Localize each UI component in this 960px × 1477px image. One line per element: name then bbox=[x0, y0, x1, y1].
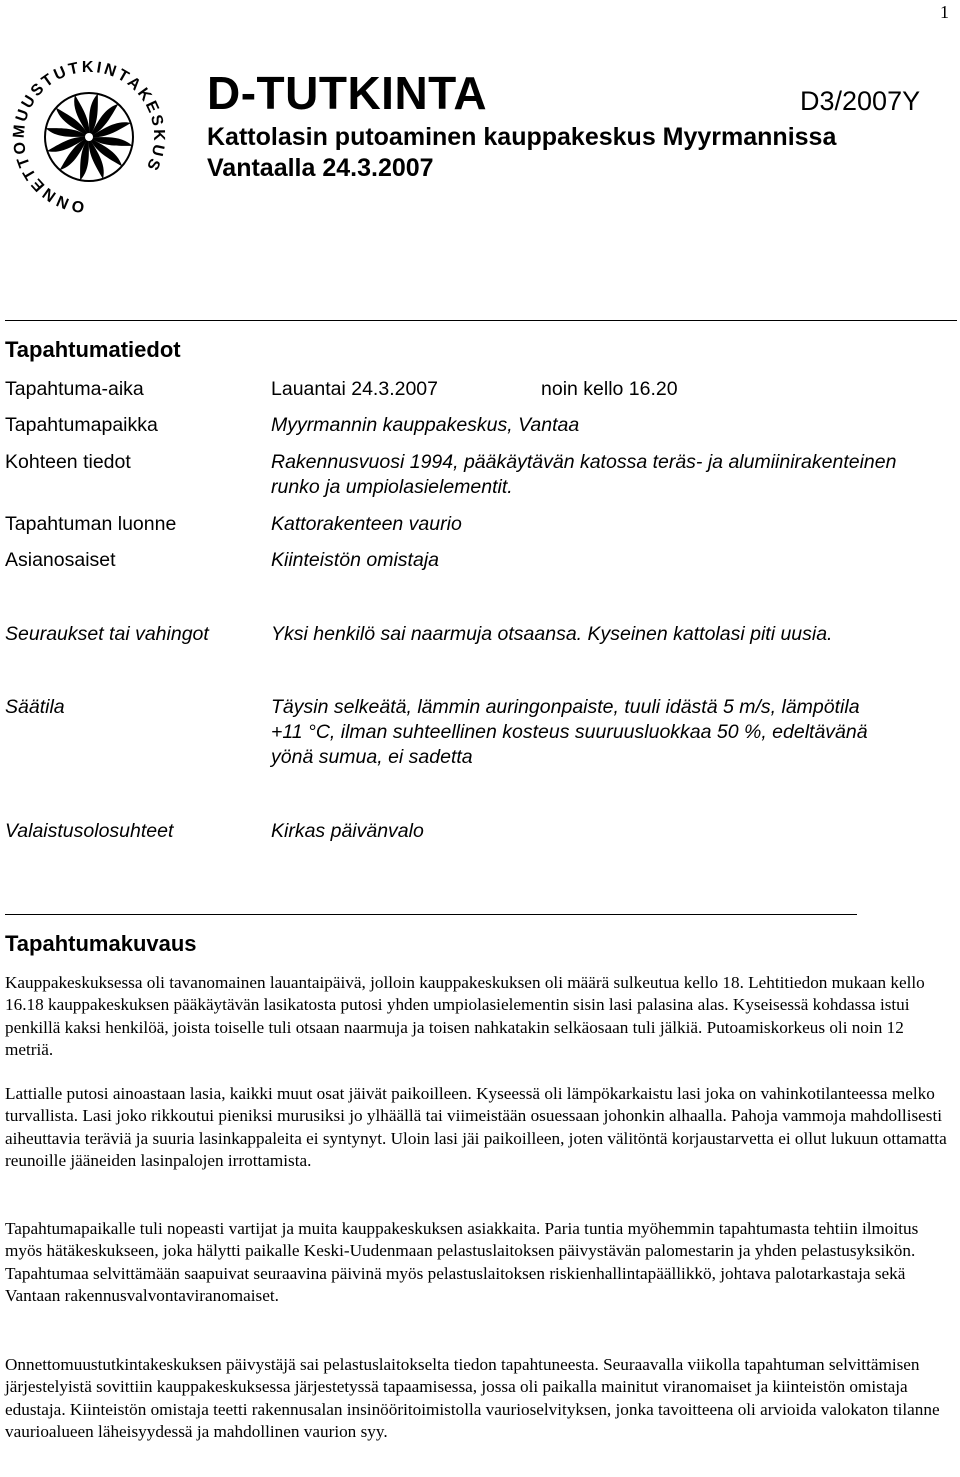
page-number: 1 bbox=[940, 2, 949, 22]
parties-label: Asianosaiset bbox=[5, 549, 116, 571]
target-value bbox=[271, 450, 960, 500]
subtitle-line: Kattolasin putoaminen kauppakeskus Myyrmannissa bbox=[207, 123, 837, 151]
description-paragraph: Tapahtumapaikalle tuli nopeasti vartijat ja muita kauppakeskuksen asiakkaita. Paria tuntia myöhemmin tapahtumasta tehtiin ilmoitus myös hätäkeskukseen, joka hälytti paikalle Keski-Uudenmaan pelastuslaitoksen päivystävän palomestarin ja yhden pelastusyksikön. Tapahtumaa selvittämään saapuivat seuraavina päivinä myös pelastuslaitoksen riskienhallintapäällikkö, johtava palotarkastaja sekä Vantaan rakennusvalvontaviranomaiset. bbox=[5, 1219, 919, 1306]
weather-label: Säätila bbox=[5, 696, 65, 718]
weather-value-line: yönä sumua, ei sadetta bbox=[271, 746, 473, 768]
time-label: Tapahtuma-aika bbox=[5, 378, 144, 400]
consequences-label: Seuraukset tai vahingot bbox=[5, 623, 209, 645]
nature-label: Tapahtuman luonne bbox=[5, 513, 177, 535]
place-label: Tapahtumapaikka bbox=[5, 414, 158, 436]
place-value: Myyrmannin kauppakeskus, Vantaa bbox=[271, 414, 580, 436]
description-paragraph: Lattialle putosi ainoastaan lasia, kaikki muut osat jäivät paikoilleen. Kyseessä oli lämpökarkaistu lasi joka on vahinkotilanteessa melko turvallista. Lasi joko rikkoutui pieniksi murusiksi jo ylhäällä tai viimeistään osuessaan johonkin alhaalla. Pahoja vammoja mahdollisesti aiheuttavia teräviä ja suuria lasinkappaleita ei syntynyt. Uloin lasi jäi paikoilleen, joten välitöntä korjaustarvetta ei ollut lukuun ottamatta reunoille jääneiden lasinpalojen irrottamista. bbox=[5, 1084, 947, 1171]
time-value: Lauantai 24.3.2007 bbox=[271, 378, 438, 400]
weather-value-line: +11 °C, ilman suhteellinen kosteus suuruusluokkaa 50 %, edeltävänä bbox=[271, 721, 868, 743]
nature-value: Kattorakenteen vaurio bbox=[271, 513, 462, 535]
lighting-value: Kirkas päivänvalo bbox=[271, 820, 424, 842]
seal-icon bbox=[4, 52, 174, 222]
document-title: D-TUTKINTA bbox=[207, 67, 488, 119]
target-value-line: runko ja umpiolasielementit. bbox=[271, 476, 513, 498]
divider bbox=[5, 914, 857, 915]
subtitle-line: Vantaalla 24.3.2007 bbox=[207, 154, 434, 182]
lighting-label: Valaistusolosuhteet bbox=[5, 820, 174, 842]
divider bbox=[5, 320, 957, 321]
target-value-line: Rakennusvuosi 1994, pääkäytävän katossa teräs- ja alumiinirakenteinen bbox=[271, 451, 897, 473]
onnettomuustutkintakeskus-logo bbox=[4, 52, 174, 222]
description-paragraph: Kauppakeskuksessa oli tavanomainen lauantaipäivä, jolloin kauppakeskuksen oli määrä sulkeutua kello 18. Lehtitiedon mukaan kello 16.18 kauppakeskuksen pääkäytävän lasikatosta putosi yhden umpiolasielementin sisin lasi palasina alas. Kyseisessä kohdassa istui penkillä kaksi henkilöä, joista toiselle tuli otsaan naarmuja ja toisen nahkatakin selkäosaan tuli jälkiä. Putoamiskorkeus oli noin 12 metriä. bbox=[5, 973, 925, 1060]
section-heading-tapahtumakuvaus: Tapahtumakuvaus bbox=[5, 931, 197, 956]
parties-value: Kiinteistön omistaja bbox=[271, 549, 439, 571]
seal-ring-text: ONNETTOMUUSTUTKINTAKESKUS bbox=[10, 58, 168, 216]
weather-value-line: Täysin selkeätä, lämmin auringonpaiste, tuuli idästä 5 m/s, lämpötila bbox=[271, 696, 860, 718]
time-extra: noin kello 16.20 bbox=[541, 378, 678, 400]
document-subtitle bbox=[207, 122, 836, 184]
description-paragraph: Onnettomuustutkintakeskuksen päivystäjä sai pelastuslaitokselta tiedon tapahtuneesta. Seuraavalla viikolla tapahtuman selvittämisen järjestelyistä sovittiin kauppakeskuksessa järjestetyssä tapaamisessa, jossa oli paikalla mainitut viranomaiset ja kiinteistön omistaja edustaja. Kiinteistön omistaja teetti rakennusalan insinööritoimistolla vaurioselvityksen, jonka tavoitteena oli arvioida valokaton tilanne vaurioalueen läheisyydessä ja mahdollinen vaurion syy. bbox=[5, 1355, 940, 1442]
target-label: Kohteen tiedot bbox=[5, 451, 131, 473]
weather-value bbox=[271, 695, 960, 770]
document-code: D3/2007Y bbox=[800, 86, 921, 116]
section-heading-tapahtumatiedot: Tapahtumatiedot bbox=[5, 337, 181, 362]
consequences-value: Yksi henkilö sai naarmuja otsaansa. Kyseinen kattolasi piti uusia. bbox=[271, 623, 833, 645]
